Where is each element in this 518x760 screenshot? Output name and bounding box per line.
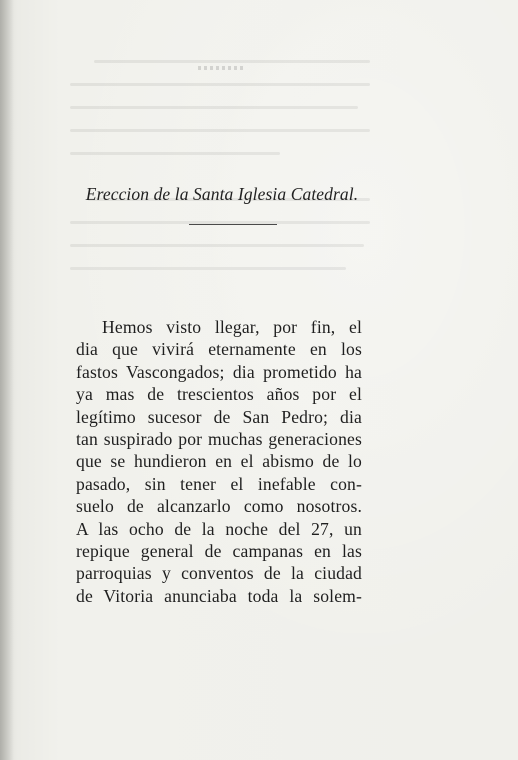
show-through-line bbox=[94, 60, 370, 63]
show-through-line bbox=[70, 267, 346, 270]
text-line: parroquias y conventos de la ciudad bbox=[76, 563, 362, 584]
body-paragraph bbox=[76, 316, 362, 607]
show-through-line bbox=[70, 129, 370, 132]
text-line: legítimo sucesor de San Pedro; dia bbox=[76, 406, 362, 427]
show-through-line bbox=[70, 83, 370, 86]
text-line: dia que vivirá eternamente en los bbox=[76, 339, 362, 360]
page-binding-shadow bbox=[0, 0, 14, 760]
text-line: que se hundieron en el abismo de lo bbox=[76, 451, 362, 472]
text-line: ya mas de trescientos años por el bbox=[76, 384, 362, 405]
text-line: repique general de campanas en las bbox=[76, 540, 362, 561]
faint-ornament bbox=[198, 66, 246, 70]
text-line: de Vitoria anunciaba toda la solem- bbox=[76, 585, 362, 606]
show-through-line bbox=[70, 244, 364, 247]
show-through-line bbox=[70, 152, 280, 155]
section-heading: Ereccion de la Santa Iglesia Catedral. bbox=[85, 184, 359, 204]
text-line: fastos Vascongados; dia prometido ha bbox=[76, 361, 362, 382]
text-line: Hemos visto llegar, por fin, el bbox=[102, 317, 362, 337]
show-through-line bbox=[70, 106, 358, 109]
heading-rule bbox=[189, 224, 277, 225]
text-line: A las ocho de la noche del 27, un bbox=[76, 518, 362, 539]
text-line: pasado, sin tener el inefable con- bbox=[76, 473, 362, 494]
text-line: tan suspirado por muchas generaciones bbox=[76, 428, 362, 449]
text-line: suelo de alcanzarlo como nosotros. bbox=[76, 496, 362, 517]
